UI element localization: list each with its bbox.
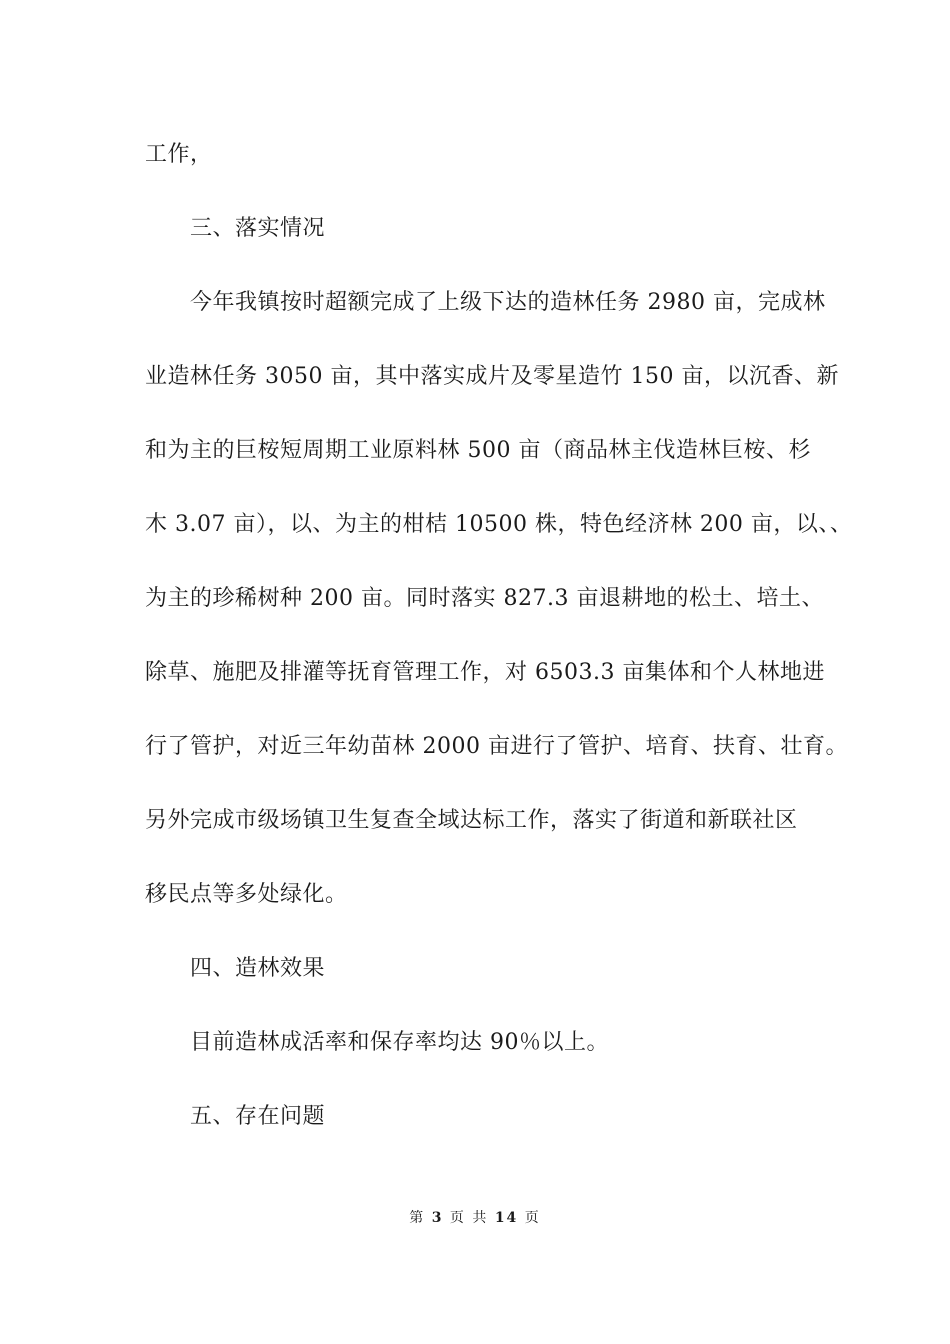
footer-middle: 页 共	[449, 1210, 489, 1226]
page-footer	[0, 1208, 950, 1228]
paragraph-line: 业造林任务 3050 亩，其中落实成片及零星造竹 150 亩，以沉香、新	[145, 364, 839, 389]
footer-suffix: 页	[524, 1210, 541, 1226]
paragraph-line: 工作，	[145, 142, 213, 167]
section-heading: 四、造林效果	[190, 956, 326, 981]
paragraph-line: 目前造林成活率和保存率均达 90％以上。	[190, 1030, 609, 1055]
paragraph-line: 和为主的巨桉短周期工业原料林 500 亩（商品林主伐造林巨桉、杉	[145, 438, 811, 463]
section-heading: 五、存在问题	[190, 1104, 326, 1129]
paragraph-line: 木 3.07 亩），以、为主的柑桔 10500 株，特色经济林 200 亩，以、、	[145, 512, 853, 537]
paragraph-line: 行了管护，对近三年幼苗林 2000 亩进行了管护、培育、扶育、壮育。	[145, 734, 848, 759]
current-page-number: 3	[431, 1210, 444, 1226]
paragraph-line: 为主的珍稀树种 200 亩。同时落实 827.3 亩退耕地的松土、培土、	[145, 586, 824, 611]
paragraph-line: 另外完成市级场镇卫生复查全域达标工作，落实了街道和新联社区	[145, 808, 798, 833]
section-heading: 三、落实情况	[190, 216, 326, 241]
total-page-count: 14	[494, 1210, 519, 1226]
paragraph-line: 移民点等多处绿化。	[145, 882, 348, 907]
paragraph-line: 今年我镇按时超额完成了上级下达的造林任务 2980 亩，完成林	[190, 290, 826, 315]
paragraph-line: 除草、施肥及排灌等抚育管理工作，对 6503.3 亩集体和个人林地进	[145, 660, 825, 685]
footer-prefix: 第	[409, 1210, 426, 1226]
